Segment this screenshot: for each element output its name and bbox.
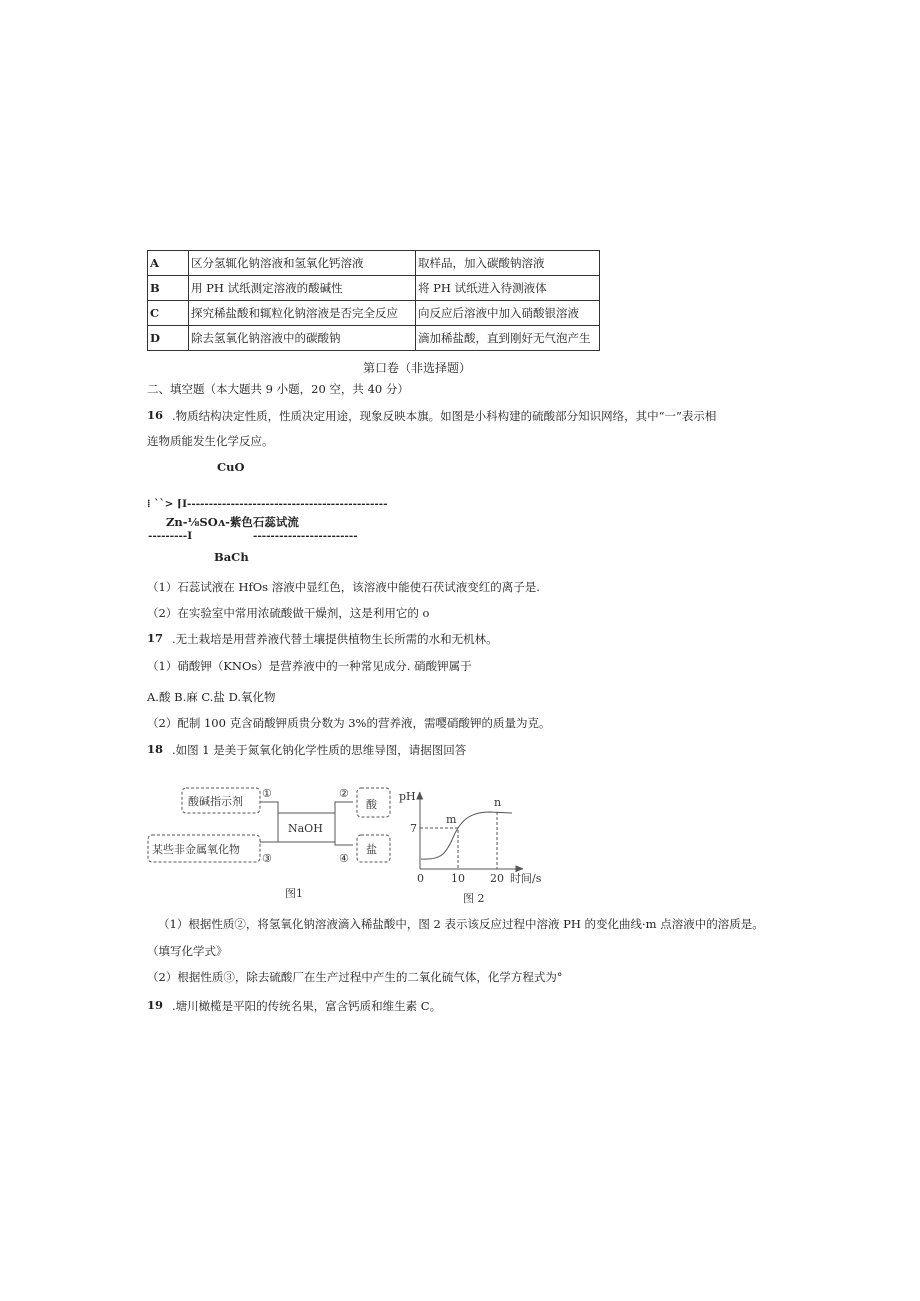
q19-text: .塘川橄榄是平阳的传统名果，富含钙质和维生素 C。 [172,999,442,1013]
row-purpose: 用 PH 试纸测定溶液的酸碱性 [189,276,416,301]
q19-number: 19 [147,998,164,1012]
fig1-number-2: ② [339,787,349,800]
q16-part1: （1）石蕊试液在 HfOs 溶液中显红色，该溶液中能使石茯试液变红的离子是. [147,580,540,594]
q16-text: .物质结构决定性质，性质决定用途，现象反映本旗。如图是小科构建的硫酸部分知识网络，其中“一”表示相 [172,409,717,423]
diagram-bacl2: BaCh [214,550,249,564]
row-key: C [148,301,189,326]
row-purpose: 区分氢辄化钠溶液和氢氧化钙溶液 [189,251,416,276]
fig1-number-1: ① [262,787,272,800]
row-method: 滴加稀盐酸，直到刚好无气泡产生 [416,326,600,351]
fig1-caption: 图1 [285,887,303,900]
q17-part1: （1）硝酸钾（KNOs）是营养液中的一种常见成分. 硝酸钾属于 [147,659,472,673]
fig1-number-3: ③ [262,852,272,865]
diagram-row3a: ---------I [148,530,193,542]
fig1-oxide-label: 某些非金属氧化物 [152,843,240,856]
q18-part1: （1）根据性质②，将氢氧化钠溶液滴入稀盐酸中，图 2 表示该反应过程中溶液 PH 的变化曲线·m 点溶液中的溶质是。 [158,917,764,931]
diagram-row2: Zn-⅛SOʌ-紫色石蕊试流 [166,515,299,529]
diagram-row1: ⁞ ``> ⌈I---------------------------------------------- [147,498,388,510]
q16-part2: （2）在实验室中常用浓硫酸做干燥剂，这是利用它的 o [147,606,430,620]
q18-part2: （2）根据性质③，除去硫酸厂在生产过程中产生的二氧化硫气体，化学方程式为° [147,970,563,984]
q17-options: A.酸 B.麻 C.盐 D.氧化物 [147,690,276,704]
row-key: A [148,251,189,276]
fig1-acid-label: 酸 [366,798,377,811]
row-purpose: 除去氢氧化钠溶液中的碳酸钠 [189,326,416,351]
fig1-number-4: ④ [339,852,349,865]
diagram-cuo: CuO [217,460,245,474]
q18-number: 18 [147,742,164,756]
q17-text: .无土栽培是用营养液代替土壤提供植物生长所需的水和无机林。 [172,632,498,646]
q16-number: 16 [147,408,164,422]
fig2-x-tick-20: 20 [490,872,504,885]
fig2-xlabel: 时间/s [510,872,542,885]
diagram-row3b: ------------------------ [253,530,358,542]
fig1-naoh-label: NaOH [288,822,323,835]
row-key: D [148,326,189,351]
row-method: 取样品，加入碳酸钠溶液 [416,251,600,276]
row-method: 将 PH 试纸进入待测液体 [416,276,600,301]
ph-curve [421,812,512,859]
section-title: 第口卷（非选择题） [363,361,472,375]
section-intro: 二、填空题（本大题共 9 小题，20 空，共 40 分） [147,382,409,396]
row-key: B [148,276,189,301]
q18-part1-note: （填写化学式》 [147,944,228,958]
q18-text: .如图 1 是美于氮氧化钠化学性质的思维导图，请据图回答 [172,743,467,757]
fig2-caption: 图 2 [463,892,485,905]
fig2-point-n: n [494,796,502,809]
fig2-x-tick-0: 0 [417,872,424,885]
row-purpose: 探究稀盐酸和辄粒化钠溶液是否完全反应 [189,301,416,326]
fig2-ylabel: pH [399,790,416,803]
fig2-x-tick-10: 10 [451,872,465,885]
q17-number: 17 [147,631,164,645]
q16-text-cont: 连物质能发生化学反应。 [147,434,274,448]
q17-part2: （2）配制 100 克含硝酸钾质贵分数为 3%的营养液，需嘤硝酸钾的质量为克。 [147,716,551,730]
fig1-salt-label: 盐 [366,843,377,856]
fig2-y-tick-7: 7 [410,822,417,835]
fig2-point-m: m [446,813,457,826]
row-method: 向反应后溶液中加入硝酸银溶液 [416,301,600,326]
fig1-indicator-label: 酸碱指示剂 [188,795,243,808]
